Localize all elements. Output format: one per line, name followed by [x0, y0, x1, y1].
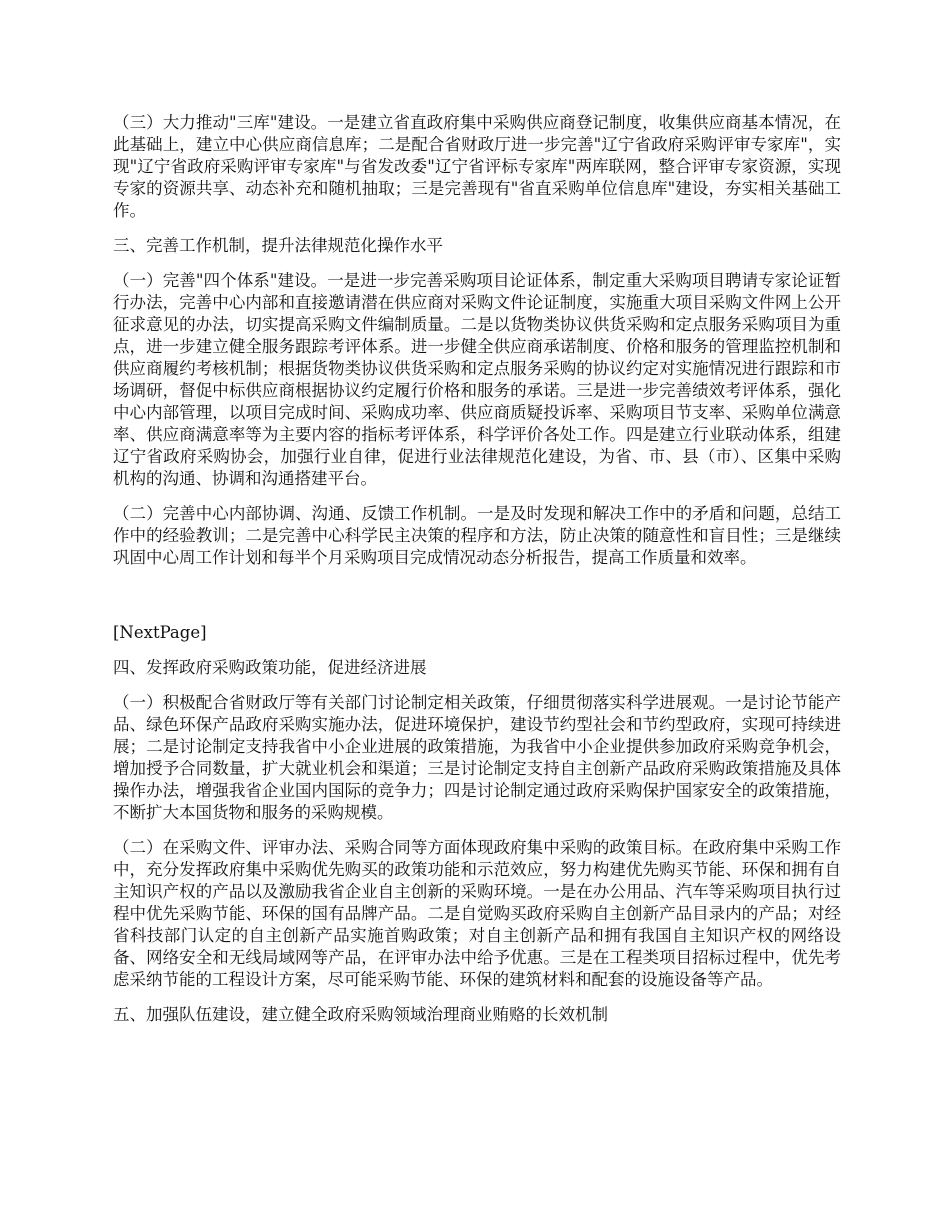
section-heading-4: 四、发挥政府采购政策功能，促进经济进展: [113, 658, 427, 677]
paragraph-four-systems: （一）完善"四个体系"建设。一是进一步完善采购项目论证体系，制定重大采购项目聘请专家论证暂行办法，完善中心内部和直接邀请潜在供应商对采购文件论证制度，实施重大项目采购文件网上公开征求意见的办法，切实提高采购文件编制质量。二是以货物类协议供货采购和定点服务采购项目为重点，进一步建立健全服务跟踪考评体系。进一步健全供应商承诺制度、价格和服务的管理监控机制和供应商履约考核机制；根据货物类协议供货采购和定点服务采购的协议约定对实施情况进行跟踪和市场调研，督促中标供应商根据协议约定履行价格和服务的承诺。三是进一步完善绩效考评体系，强化中心内部管理，以项目完成时间、采购成功率、供应商质疑投诉率、采购项目节支率、采购单位满意率、供应商满意率等为主要内容的指标考评体系，科学评价各处工作。四是建立行业联动体系，组建辽宁省政府采购协会，加强行业自律，促进行业法律规范化建设，为省、市、县（市）、区集中采购机构的沟通、协调和沟通搭建平台。: [113, 271, 841, 488]
spacer: [113, 582, 841, 622]
paragraph-policy-research: （一）积极配合省财政厅等有关部门讨论制定相关政策，仔细贯彻落实科学进展观。一是讨论节能产品、绿色环保产品政府采购实施办法，促进环境保护，建设节约型社会和节约型政府，实现可持续进展；二是讨论制定支持我省中小企业进展的政策措施，为我省中小企业提供参加政府采购竞争机会，增加授予合同数量，扩大就业机会和渠道；三是讨论制定支持自主创新产品政府采购政策措施及具体操作办法，增强我省企业国内国际的竞争力；四是讨论制定通过政府采购保护国家安全的政策措施，不断扩大本国货物和服务的采购规模。: [113, 693, 841, 822]
next-page-marker: [NextPage]: [113, 623, 207, 642]
section-heading-5: 五、加强队伍建设，建立健全政府采购领域治理商业贿赂的长效机制: [113, 1005, 608, 1024]
paragraph-three-libraries: （三）大力推动"三库"建设。一是建立省直政府集中采购供应商登记制度，收集供应商基本情况，在此基础上，建立中心供应商信息库；二是配合省财政厅进一步完善"辽宁省政府采购评审专家库"，实现"辽宁省政府采购评审专家库"与省发改委"辽宁省评标专家库"两库联网，整合评审专家资源，实现专家的资源共享、动态补充和随机抽取；三是完善现有"省直采购单位信息库"建设，夯实相关基础工作。: [113, 113, 841, 220]
paragraph-internal-coordination: （二）完善中心内部协调、沟通、反馈工作机制。一是及时发现和解决工作中的矛盾和问题，总结工作中的经验教训；二是完善中心科学民主决策的程序和方法，防止决策的随意性和盲目性；三是继续巩固中心周工作计划和每半个月采购项目完成情况动态分析报告，提高工作质量和效率。: [113, 504, 841, 567]
document-body: [113, 112, 841, 1039]
paragraph-policy-goals: （二）在采购文件、评审办法、采购合同等方面体现政府集中采购的政策目标。在政府集中采购工作中，充分发挥政府集中采购优先购买的政策功能和示范效应，努力构建优先购买节能、环保和拥有自主知识产权的产品以及激励我省企业自主创新的采购环境。一是在办公用品、汽车等采购项目执行过程中优先采购节能、环保的国有品牌产品。二是自觉购买政府采购自主创新产品目录内的产品；对经省科技部门认定的自主创新产品实施首购政策；对自主创新产品和拥有我国自主知识产权的网络设备、网络安全和无线局域网等产品，在评审办法中给予优惠。三是在工程类项目招标过程中，优先考虑采纳节能的工程设计方案，尽可能采购节能、环保的建筑材料和配套的设施设备等产品。: [113, 838, 841, 989]
section-heading-3: 三、完善工作机制，提升法律规范化操作水平: [113, 236, 443, 255]
